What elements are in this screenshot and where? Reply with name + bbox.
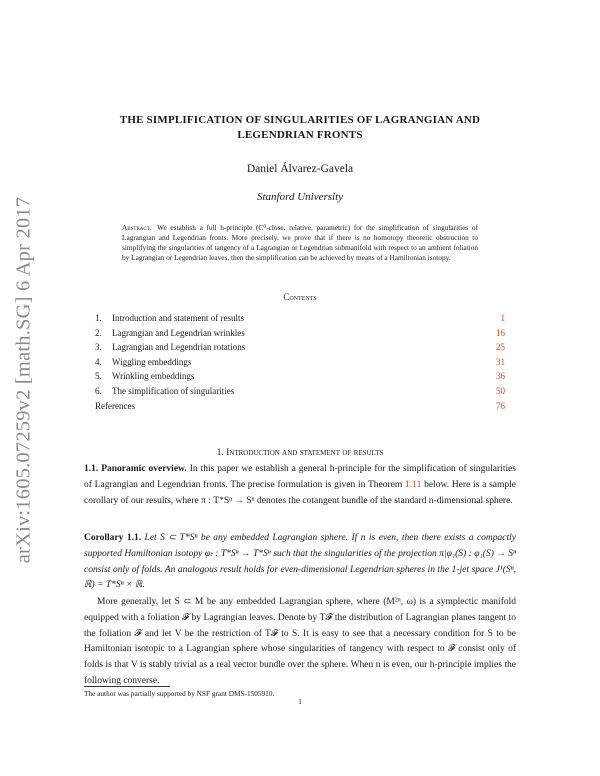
paragraph-overview <box>84 462 516 509</box>
title-line-1: THE SIMPLIFICATION OF SINGULARITIES OF LAGRANGIAN AND <box>119 114 481 126</box>
toc-title: The simplification of singularities <box>112 385 235 396</box>
toc-page-link[interactable]: 1 <box>500 313 505 323</box>
paragraph-text: below. Here is a sample corollary of our results, where π : T*Sⁿ → Sⁿ denotes the cotangent bundle of the standard n-dimensional sphere. <box>84 479 517 506</box>
toc-number: 6. <box>95 385 102 396</box>
toc-number: 1. <box>95 313 102 323</box>
paragraph-text: More generally, let S ⊂ M be any embedded Lagrangian sphere, where (M²ⁿ, ω) is a symplectic manifold equipped with a foliation 𝓕 by Lagrangian leaves. Denote by T𝓕 the distribution of Lagrangian planes tangent to the foliation 𝓕 and let V be the restriction of T𝓕 to S. It is easy to see that a necessary condition for S to be Hamiltonian isotopic to a Lagrangian sphere whose singularities of tangency with respect to 𝓕 consist only of folds is that V is stably trivial as a real vector bundle over the sphere. When n is even, our h-principle implies the following converse. <box>84 597 516 686</box>
toc-page-link[interactable]: 36 <box>496 371 505 382</box>
section-heading: 1. Introduction and statement of results <box>216 448 384 458</box>
toc-entry[interactable] <box>95 326 505 341</box>
author-affiliation: Stanford University <box>256 191 344 203</box>
toc-title: Introduction and statement of results <box>112 313 244 323</box>
toc-page-link[interactable]: 76 <box>496 400 505 411</box>
toc-number: 5. <box>95 371 102 382</box>
toc-entry-references[interactable] <box>95 399 505 414</box>
toc-entry[interactable] <box>95 355 505 370</box>
page-number: 1 <box>298 697 302 706</box>
abstract-text: We establish a full h-principle (C⁰-close, relative, parametric) for the simplification of singularities of Lagrangian and Legendrian fronts. More precisely, we prove that if there is no homotopy theoretic obstruction to simplifying the singularities of tangency of a Lagrangian or Legendrian submanifold with respect to an ambient foliation by Lagrangian or Legendrian leaves, then the simplification can be achieved by means of a Hamiltonian isotopy. <box>122 223 478 262</box>
toc-entry[interactable] <box>95 340 505 355</box>
subsection-label: 1.1. Panoramic overview. <box>84 464 187 474</box>
paper-title <box>84 113 516 143</box>
arxiv-stamp-text: arXiv:1605.07259v2 [math.SG] 6 Apr 2017 <box>12 196 35 564</box>
theorem-link[interactable]: 1.11 <box>405 479 422 490</box>
table-of-contents <box>95 311 505 413</box>
corollary-block <box>84 531 516 594</box>
toc-entry[interactable] <box>95 384 505 399</box>
toc-page-link[interactable]: 31 <box>496 356 505 367</box>
corollary-label: Corollary 1.1. <box>84 533 142 543</box>
contents-heading: Contents <box>283 292 317 302</box>
author-name: Daniel Álvarez-Gavela <box>246 163 354 175</box>
footnote: The author was partially supported by NSF grant DMS-1505910. <box>84 689 275 698</box>
abstract <box>122 223 478 263</box>
toc-number: 2. <box>95 327 102 338</box>
paragraph-general <box>84 595 516 690</box>
arxiv-stamp <box>4 180 44 580</box>
toc-title: Lagrangian and Legendrian rotations <box>112 342 246 353</box>
toc-number: 3. <box>95 342 102 353</box>
toc-title: Wrinkling embeddings <box>112 371 195 382</box>
paragraph-text: In this paper we establish a general h-principle for the simplification of singularities of Lagrangian and Legendrian fronts. The precise formulation is given in Theorem <box>84 464 517 490</box>
toc-entry[interactable] <box>95 369 505 384</box>
toc-page-link[interactable]: 16 <box>496 327 505 338</box>
corollary-text: Let S ⊂ T*Sⁿ be any embedded Lagrangian sphere. If n is even, then there exists a compactly supported Hamiltonian isotopy φₜ : T*Sⁿ → T*Sⁿ such that the singularities of the projection π|φ₁(S) : φ₁(S) → Sⁿ consist only of folds. An analogous result holds for even-dimensional Legendrian spheres in the 1-jet space J¹(Sⁿ, ℝ) = T*Sⁿ × ℝ. <box>84 533 517 591</box>
toc-title: Wiggling embeddings <box>112 356 192 367</box>
toc-number: 4. <box>95 356 102 367</box>
toc-title: Lagrangian and Legendrian wrinkles <box>112 327 245 338</box>
toc-page-link[interactable]: 50 <box>496 385 505 396</box>
title-line-2: LEGENDRIAN FRONTS <box>237 129 363 141</box>
toc-entry[interactable] <box>95 311 505 326</box>
footnote-rule <box>84 686 170 687</box>
toc-title: References <box>95 400 135 411</box>
toc-page-link[interactable]: 25 <box>496 342 505 353</box>
abstract-label: Abstract. <box>122 223 152 232</box>
